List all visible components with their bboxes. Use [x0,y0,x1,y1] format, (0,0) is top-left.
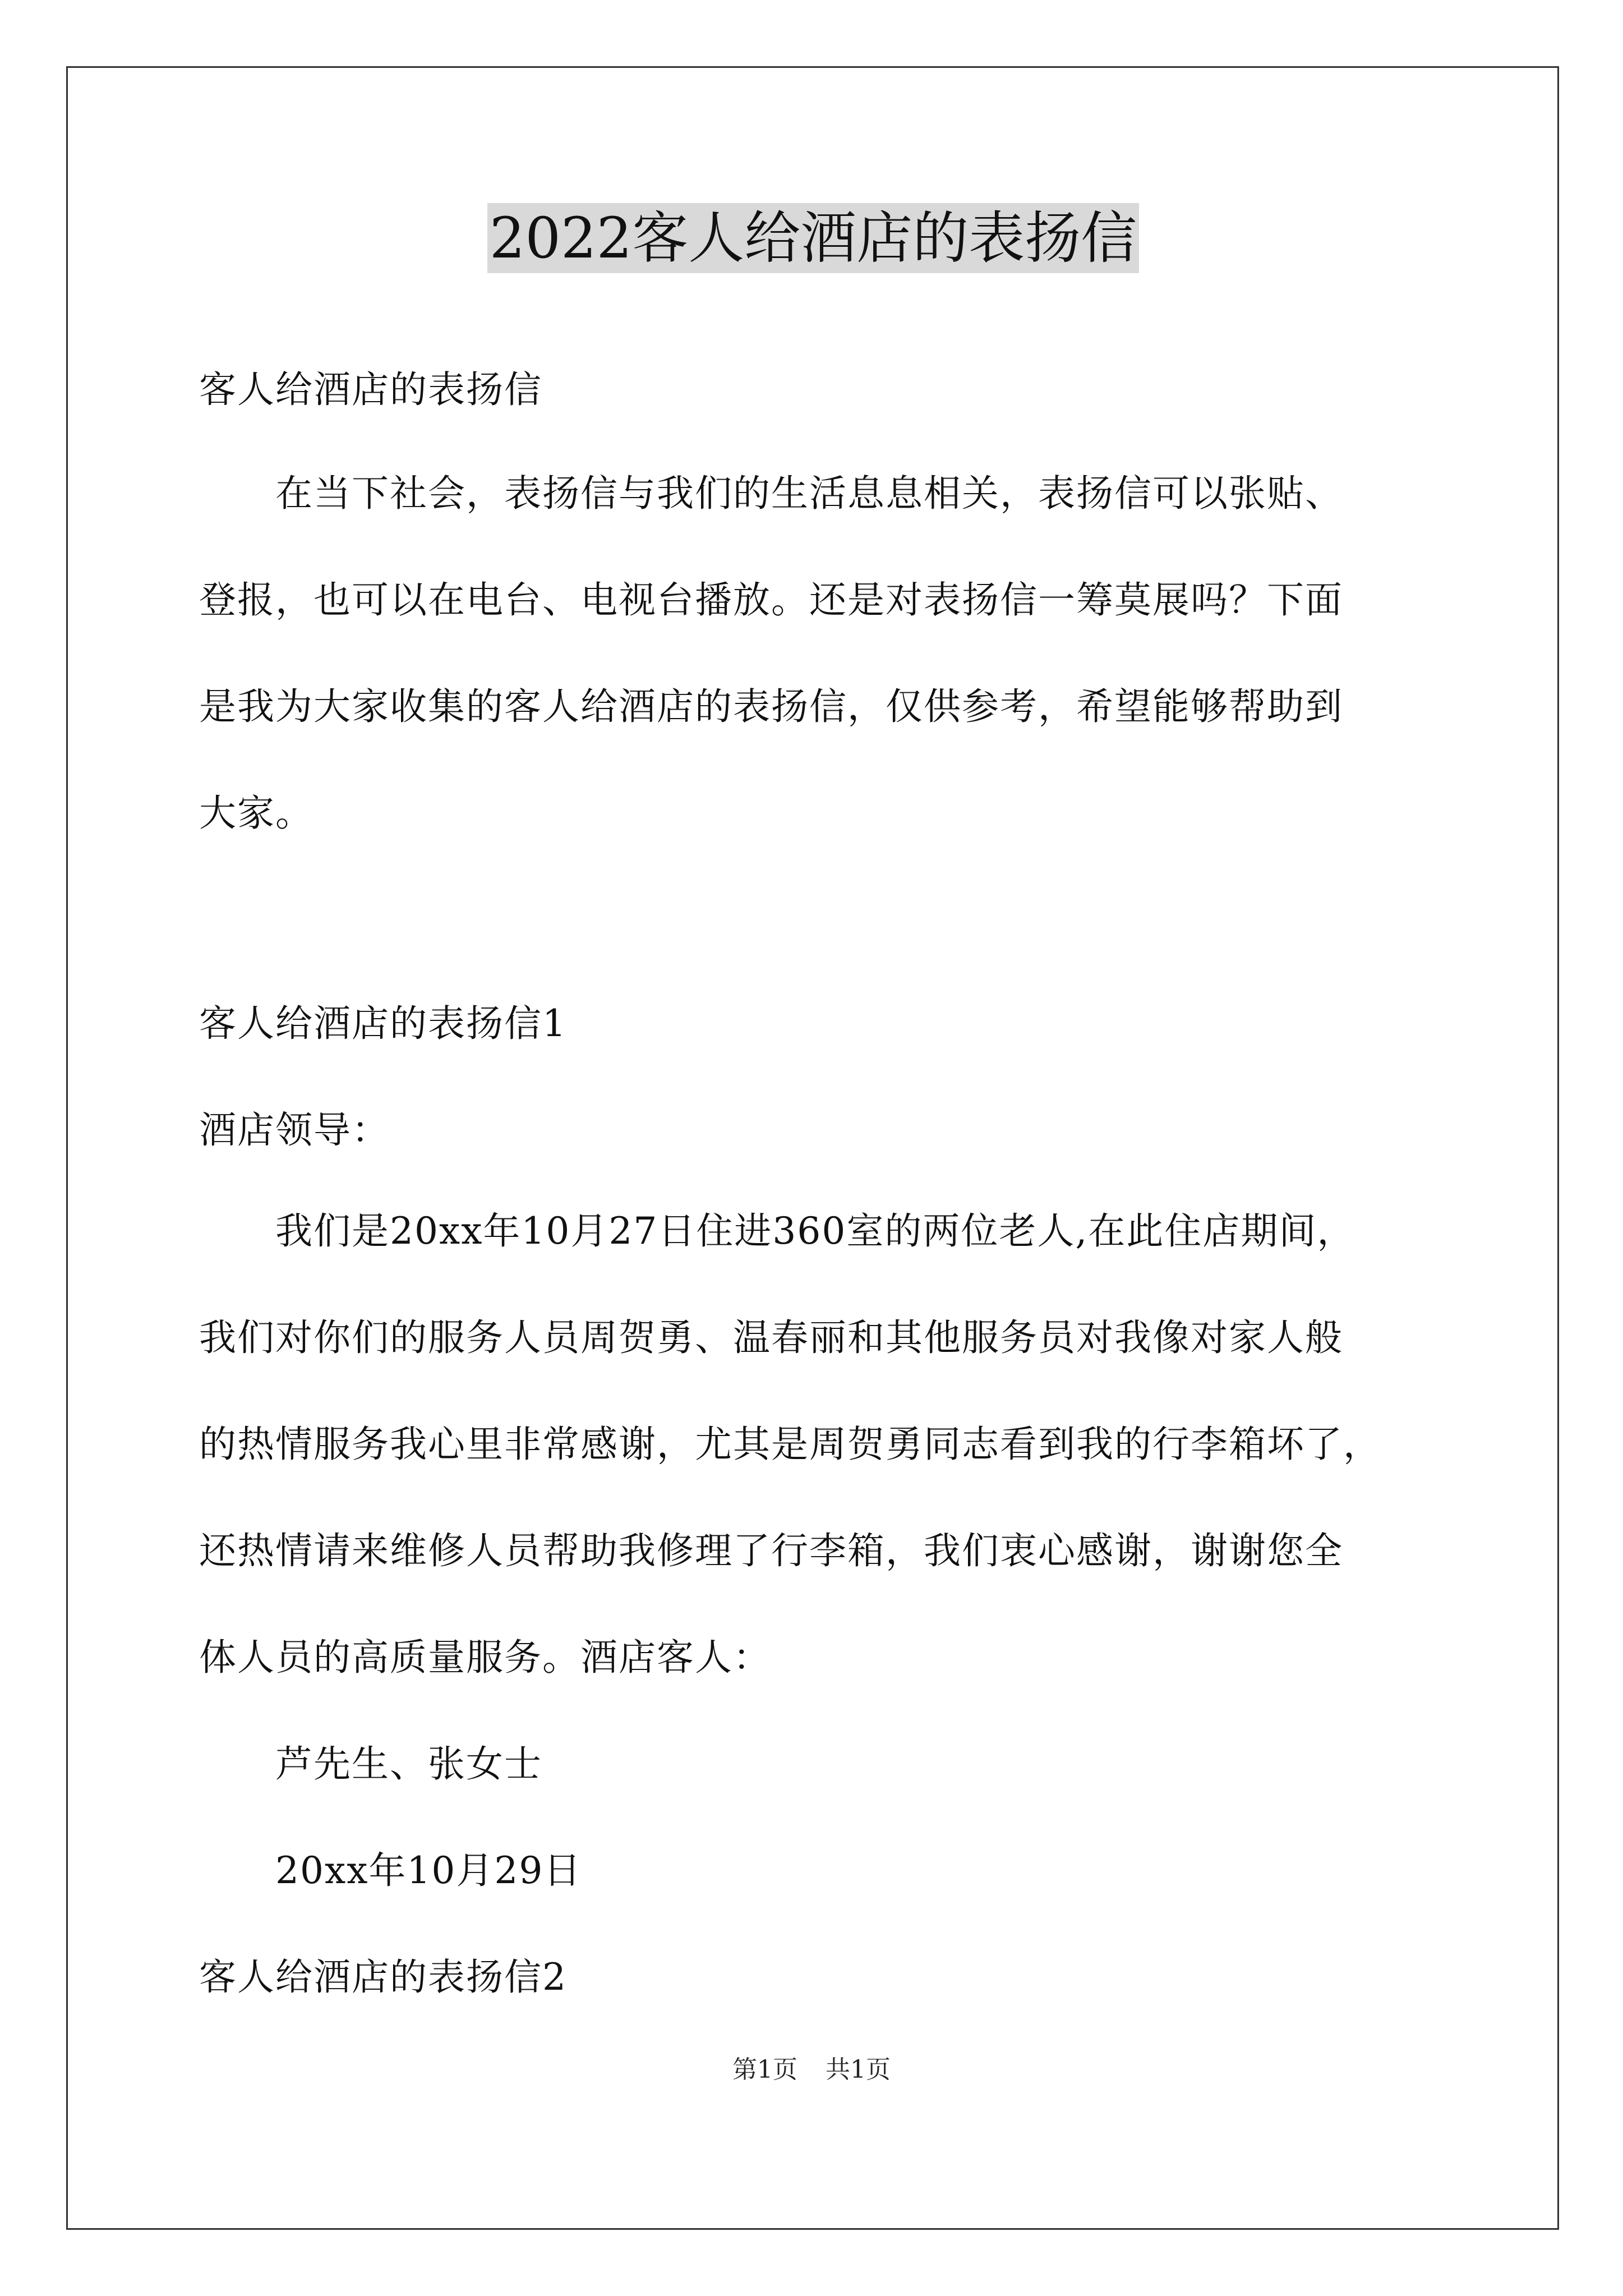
subtitle: 客人给酒店的表扬信 [199,368,542,411]
intro-line-2: 登报，也可以在电台、电视台播放。还是对表扬信一筹莫展吗？下面 [199,578,1343,622]
letter2-heading: 客人给酒店的表扬信2 [199,1955,567,1999]
letter1-line-2: 我们对你们的服务人员周贺勇、温春丽和其他服务员对我像对家人般 [199,1316,1343,1359]
document-title: 2022客人给酒店的表扬信 [199,199,1427,278]
intro-line-1: 在当下社会，表扬信与我们的生活息息相关，表扬信可以张贴、 [199,472,1343,515]
page-number: 第1页 [732,2055,797,2084]
letter1-line-1: 我们是20xx年10月27日住进360室的两位老人,在此住店期间， [199,1209,1355,1253]
intro-line-4: 大家。 [199,792,313,835]
letter1-line-4: 还热情请来维修人员帮助我修理了行李箱，我们衷心感谢，谢谢您全 [199,1529,1343,1572]
letter1-line-3: 的热情服务我心里非常感谢，尤其是周贺勇同志看到我的行李箱坏了， [199,1423,1381,1466]
intro-line-3: 是我为大家收集的客人给酒店的表扬信，仅供参考，希望能够帮助到 [199,685,1343,728]
page-footer [0,2053,1623,2087]
letter1-line-5: 体人员的高质量服务。酒店客人： [199,1636,771,1679]
signature: 芦先生、张女士 [199,1742,542,1786]
letter1-heading: 客人给酒店的表扬信1 [199,1002,567,1045]
page-total: 共1页 [826,2055,891,2084]
salutation: 酒店领导： [199,1108,390,1152]
letter-date: 20xx年10月29日 [199,1849,582,1892]
